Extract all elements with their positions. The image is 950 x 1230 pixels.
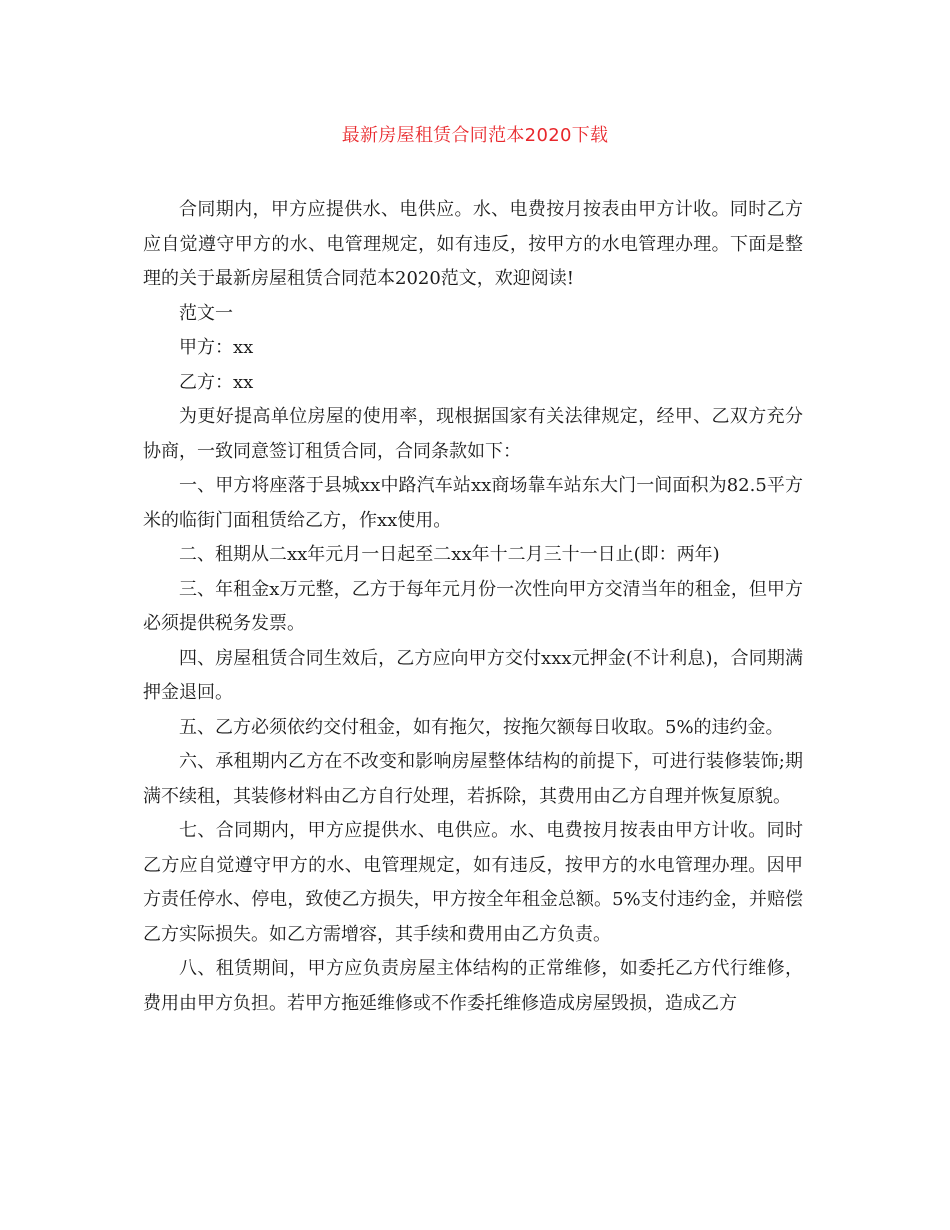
party-a-line: 甲方：xx (179, 337, 254, 358)
clause-2: 二、租期从二xx年元月一日起至二xx年十二月三十一日止(即：两年) (179, 544, 720, 565)
section-heading: 范文一 (179, 302, 233, 324)
clause-8: 八、租赁期间，甲方应负责房屋主体结构的正常维修，如委托乙方代行维修，费用由甲方负担。若甲方拖延维修或不作委托维修造成房屋毁损，造成乙方 (143, 958, 803, 1014)
clause-7: 七、合同期内，甲方应提供水、电供应。水、电费按月按表由甲方计收。同时乙方应自觉遵守甲方的水、电管理规定，如有违反，按甲方的水电管理办理。因甲方责任停水、停电，致使乙方损失，甲方按全年租金总额。5%支付违约金，并赔偿乙方实际损失。如乙方需增容，其手续和费用由乙方负责。 (143, 820, 803, 945)
preamble-paragraph: 为更好提高单位房屋的使用率，现根据国家有关法律规定，经甲、乙双方充分协商，一致同意签订租赁合同，合同条款如下： (143, 406, 803, 462)
intro-paragraph: 合同期内，甲方应提供水、电供应。水、电费按月按表由甲方计收。同时乙方应自觉遵守甲方的水、电管理规定，如有违反，按甲方的水电管理办理。下面是整理的关于最新房屋租赁合同范本2020范文，欢迎阅读! (143, 199, 803, 289)
clause-4: 四、房屋租赁合同生效后，乙方应向甲方交付xxx元押金(不计利息)，合同期满押金退回。 (143, 647, 803, 703)
party-b-line: 乙方：xx (179, 371, 254, 393)
clause-5: 五、乙方必须依约交付租金，如有拖欠，按拖欠额每日收取。5%的违约金。 (179, 716, 784, 738)
document-title: 最新房屋租赁合同范本2020下载 (341, 125, 609, 146)
document-body (143, 193, 803, 1021)
clause-3: 三、年租金x万元整，乙方于每年元月份一次性向甲方交清当年的租金，但甲方必须提供税务发票。 (143, 578, 803, 634)
clause-6: 六、承租期内乙方在不改变和影响房屋整体结构的前提下，可进行装修装饰;期满不续租，其装修材料由乙方自行处理，若拆除，其费用由乙方自理并恢复原貌。 (143, 751, 803, 807)
clause-1: 一、甲方将座落于县城xx中路汽车站xx商场靠车站东大门一间面积为82.5平方米的临街门面租赁给乙方，作xx使用。 (143, 475, 803, 531)
